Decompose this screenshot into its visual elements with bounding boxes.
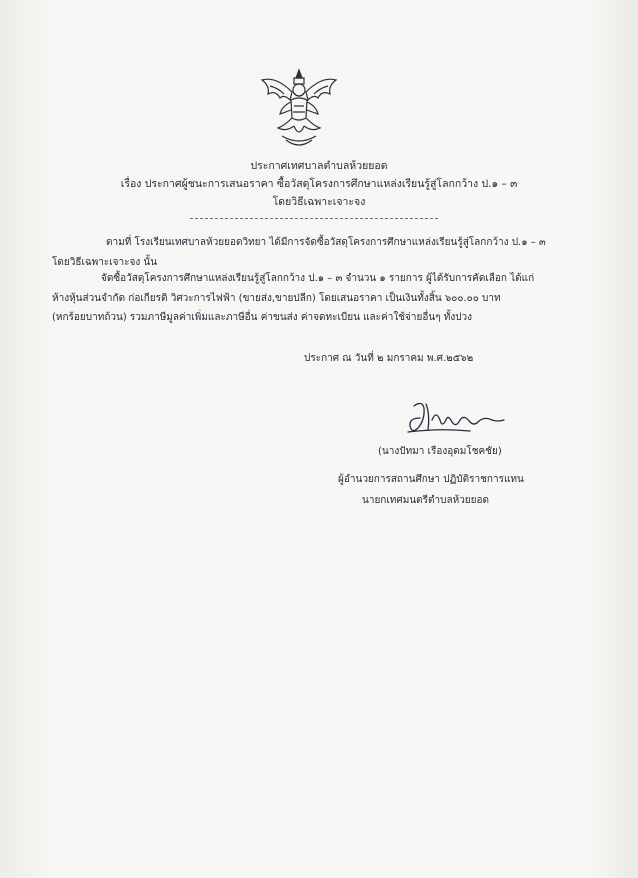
title-divider — [190, 218, 438, 219]
procurement-method: โดยวิธีเฉพาะเจาะจง — [272, 196, 366, 208]
paragraph-2-line-3: (หกร้อยบาทถ้วน) รวมภาษีมูลค่าเพิ่มและภาษีอื่น ค่าขนส่ง ค่าจดทะเบียน และค่าใช้จ่ายอื่นๆ ทั้งปวง — [52, 312, 473, 323]
paragraph-1-line-1: ตามที่ โรงเรียนเทศบาลห้วยยอดวิทยา ได้มีการจัดซื้อวัสดุโครงการศึกษาแหล่งเรียนรู้สู่โลกกว้าง ป.๑ – ๓ — [106, 237, 546, 248]
announcement-date: ประกาศ ณ วันที่ ๒ มกราคม พ.ศ.๒๕๖๒ — [304, 353, 474, 364]
garuda-emblem-icon — [258, 66, 340, 152]
paragraph-2-line-2: ห้างหุ้นส่วนจำกัด ก่อเกียรติ วิศวะการไฟฟ้า (ขายส่ง,ขายปลีก) โดยเสนอราคา เป็นเงินทั้งสิ้น ๖๐๐.๐๐ บาท — [52, 293, 501, 304]
announcement-subject: เรื่อง ประกาศผู้ชนะการเสนอราคา ซื้อวัสดุโครงการศึกษาแหล่งเรียนรู้สู่โลกกว้าง ป.๑ – ๓ — [120, 178, 518, 190]
signer-name: (นางปัทมา เรืองอุดมโชคชัย) — [378, 446, 502, 457]
signer-position: ผู้อำนวยการสถานศึกษา ปฏิบัติราชการแทน — [338, 474, 524, 485]
paragraph-2-line-1: จัดซื้อวัสดุโครงการศึกษาแหล่งเรียนรู้สู่โลกกว้าง ป.๑ – ๓ จำนวน ๑ รายการ ผู้ได้รับการคัดเลือก ได้แก่ — [101, 273, 535, 284]
handwritten-signature — [400, 398, 510, 440]
paragraph-1-line-2: โดยวิธีเฉพาะเจาะจง นั้น — [52, 257, 158, 268]
announcement-title: ประกาศเทศบาลตำบลห้วยยอด — [250, 160, 388, 172]
signer-on-behalf-of: นายกเทศมนตรีตำบลห้วยยอด — [362, 495, 490, 506]
